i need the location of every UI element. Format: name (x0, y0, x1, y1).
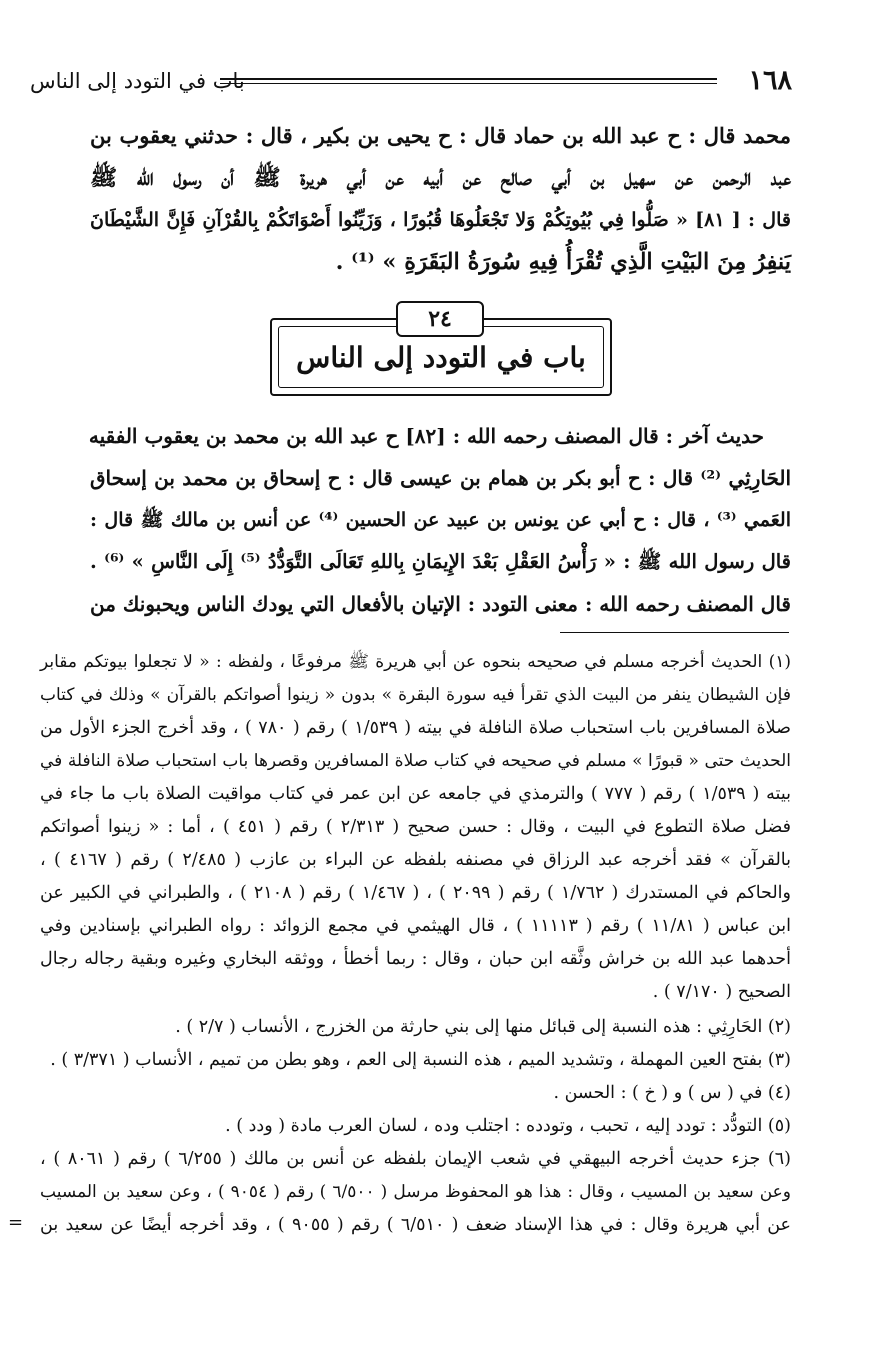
footnote-line: فإن الشيطان ينفر من البيت الذي تقرأ فيه سورة البقرة » بدون « زينوا أصواتكم بالقرآن » وذلك في كتاب (40, 685, 791, 705)
footnote-line: والحاكم في المستدرك ( ١/٧٦٢ ) رقم ( ٢٠٩٩ ) ، ( ١/٤٦٧ ) رقم ( ٢١٠٨ ) ، والطبراني في الكبير عن (40, 883, 791, 903)
continuation-mark: = (8, 1212, 24, 1233)
page-number: ١٦٨ (748, 65, 792, 96)
body-line-4: يَنفِرُ مِنَ البَيْتِ الَّذِي تُقْرَأُ فِيهِ سُورَةُ البَقَرَةِ » ⁽¹⁾ . (335, 249, 791, 275)
footnote-line: بيته ( ١/٥٣٩ ) رقم ( ٧٧٧ ) والترمذي في جامعه عن ابن عمر في كتاب مواقيت الصلاة باب ما جاء في (40, 784, 791, 804)
footnote-line: وعن سعيد بن المسيب ، وقال : هذا هو المحفوظ مرسل ( ٦/٥٠٠ ) رقم ( ٩٠٥٤ ) ، وعن سعيد بن المسيب (40, 1182, 792, 1202)
body-line-2: عبد الرحمن عن سهيل بن أبي صالح عن أبيه عن أبي هريرة ﷺ أن رسول الله ﷺ (90, 165, 791, 191)
header-rule (220, 78, 717, 84)
chapter-number: ٢٤ (428, 306, 452, 332)
footnote-line: (٤) في ( س ) و ( خ ) : الحسن . (553, 1083, 791, 1103)
running-header (30, 64, 792, 104)
footnote-line: فضل صلاة التطوع في البيت ، وقال : حسن صحيح ( ٢/٣١٣ ) رقم ( ٤٥١ ) ، أما : « زينوا أصواتكم (40, 817, 791, 837)
footnote-line: بالقرآن » فقد أخرجه عبد الرزاق في مصنفه بلفظه عن البراء بن عازب ( ٢/٤٨٥ ) رقم ( ٤١٦٧ ) ، (40, 850, 791, 870)
footnote-line: أحدهما عبد الله بن خراش وثَّقه ابن حبان ، وقال : ربما أخطأ ، ووثقه البخاري وغيره وبقية رجاله رجال (40, 949, 791, 969)
body-line-9: قال المصنف رحمه الله : معنى التودد : الإتيان بالأفعال التي يودك الناس ويحبونك من (90, 592, 791, 616)
body-line-3: قال : [ ٨١] « صَلُّوا فِي بُيُوتِكُمْ وَلا تَجْعَلُوهَا قُبُورًا ، وَزَيِّنُوا أَصْوَاتَكُمْ بِالقُرْآنِ فَإِنَّ الشَّيْطَانَ (90, 209, 791, 231)
body-line-8: قال رسول الله ﷺ : « رَأْسُ العَقْلِ بَعْدَ الإِيمَانِ بِاللهِ تَعَالَى التَّوَدُّدُ ⁽⁵⁾ إِلَى النَّاسِ » ⁽⁶⁾ . (90, 550, 792, 573)
body-line-7: العَمي ⁽³⁾ ، قال : ح أبي عن يونس بن عبيد عن الحسين ⁽⁴⁾ عن أنس بن مالك ﷺ قال : (90, 509, 791, 531)
footnote-line: (٣) بفتح العين المهملة ، وتشديد الميم ، هذه النسبة إلى العم ، وهو بطن من تميم ، الأنساب ( ٣/٣٧١ ) . (50, 1050, 791, 1070)
footnote-line: (٢) الحَارِثِي : هذه النسبة إلى قبائل منها إلى بني حارثة من الخزرج ، الأنساب ( ٢/٧ ) . (175, 1017, 791, 1037)
footnote-line: صلاة المسافرين باب استحباب صلاة النافلة في بيته ( ١/٥٣٩ ) رقم ( ٧٨٠ ) ، وقد أخرج الجزء الأول من (40, 718, 791, 738)
footnote-line: (٥) التودُّد : تودد إليه ، تحبب ، وتودده : اجتلب وده ، لسان العرب مادة ( ودد ) . (225, 1116, 791, 1136)
body-line-6: الحَارِثِي ⁽²⁾ قال : ح أبو بكر بن همام بن عيسى قال : ح إسحاق بن محمد بن إسحاق (90, 466, 792, 490)
footnote-line: (١) الحديث أخرجه مسلم في صحيحه بنحوه عن أبي هريرة ﷺ مرفوعًا ، ولفظه : « لا تجعلوا بيوتكم مقابر (40, 652, 791, 672)
footnote-line: ابن عباس ( ١١/٨١ ) رقم ( ١١١١٣ ) ، قال الهيثمي في مجمع الزوائد : رواه الطبراني بإسنادين وفي (40, 916, 791, 936)
chapter-title: باب في التودد إلى الناس (296, 340, 586, 374)
footnote-line: الصحيح ( ٧/١٧٠ ) . (652, 982, 791, 1002)
body-line-1: محمد قال : ح عبد الله بن حماد قال : ح يحيى بن بكير ، قال : حدثني يعقوب بن (90, 123, 791, 148)
running-title: باب في التودد إلى الناس (30, 69, 245, 93)
chapter-number-frame (396, 301, 484, 337)
footnote-line: الحديث حتى « قبورًا » مسلم في صحيحه في كتاب صلاة المسافرين وقصرها باب استحباب صلاة النافلة في (40, 751, 791, 771)
footnote-separator (560, 632, 789, 633)
body-line-5: حديث آخر : قال المصنف رحمه الله : [٨٢] ح عبد الله بن محمد بن يعقوب الفقيه (88, 424, 764, 448)
footnote-line: (٦) جزء حديث أخرجه البيهقي في شعب الإيمان بلفظه عن أنس بن مالك ( ٦/٢٥٥ ) رقم ( ٨٠٦١ ) ، (40, 1149, 791, 1169)
footnote-line: عن أبي هريرة وقال : في هذا الإسناد ضعف ( ٦/٥١٠ ) رقم ( ٩٠٥٥ ) ، وقد أخرجه أيضًا عن سعيد بن (40, 1215, 791, 1235)
